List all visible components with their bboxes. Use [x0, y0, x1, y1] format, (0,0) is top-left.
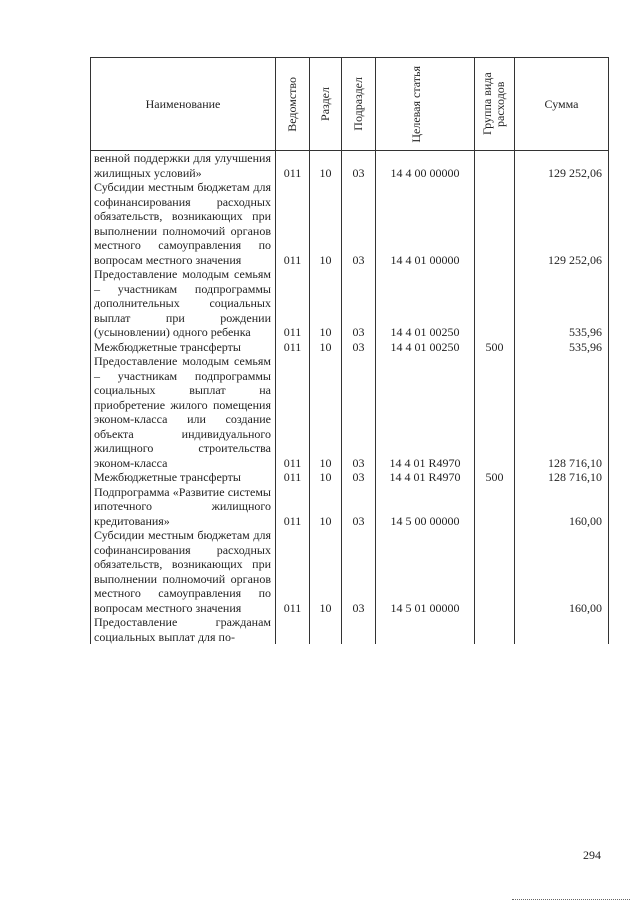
row-name: венной поддержки для улучшения жилищных условий» [91, 151, 276, 181]
row-vedomstvo: 011 [276, 267, 310, 340]
row-name: Предоставление молодым семьям – участникам подпрограммы дополнительных социальных выплат при рождении (усыновлении) одного ребенка [91, 267, 276, 340]
row-gruppa [475, 615, 515, 644]
row-vedomstvo [276, 615, 310, 644]
row-gruppa [475, 354, 515, 470]
header-celevaya-statya: Целевая статья [376, 58, 475, 151]
row-razdel: 10 [310, 267, 342, 340]
row-name: Межбюджетные трансферты [91, 470, 276, 485]
row-vedomstvo: 011 [276, 485, 310, 529]
row-vedomstvo: 011 [276, 180, 310, 267]
table-body [91, 151, 609, 645]
table-row [91, 470, 609, 485]
row-name: Предоставление гражданам социальных выплат для по- [91, 615, 276, 644]
row-vedomstvo: 011 [276, 151, 310, 181]
table-row [91, 340, 609, 355]
row-celevaya-statya: 14 4 00 00000 [376, 151, 475, 181]
row-summa: 535,96 [515, 267, 609, 340]
row-celevaya-statya [376, 615, 475, 644]
table-row [91, 354, 609, 470]
table-row [91, 151, 609, 181]
header-name: Наименование [91, 58, 276, 151]
row-razdel: 10 [310, 151, 342, 181]
row-vedomstvo: 011 [276, 470, 310, 485]
row-name: Межбюджетные трансферты [91, 340, 276, 355]
row-celevaya-statya: 14 5 00 00000 [376, 485, 475, 529]
row-podrazdel: 03 [342, 267, 376, 340]
row-celevaya-statya: 14 4 01 R4970 [376, 470, 475, 485]
row-razdel: 10 [310, 528, 342, 615]
row-podrazdel: 03 [342, 180, 376, 267]
row-razdel: 10 [310, 354, 342, 470]
row-podrazdel: 03 [342, 470, 376, 485]
header-summa: Сумма [515, 58, 609, 151]
row-razdel: 10 [310, 485, 342, 529]
row-podrazdel: 03 [342, 485, 376, 529]
row-celevaya-statya: 14 4 01 00250 [376, 340, 475, 355]
table-row [91, 180, 609, 267]
header-podrazdel: Подраздел [342, 58, 376, 151]
row-name: Подпрограмма «Развитие системы ипотечного жилищного кредитования» [91, 485, 276, 529]
header-vedomstvo: Ведомство [276, 58, 310, 151]
header-gruppa-vida-rashodov: Группа вида расходов [475, 58, 515, 151]
table-row [91, 485, 609, 529]
row-razdel: 10 [310, 470, 342, 485]
row-gruppa [475, 528, 515, 615]
row-razdel: 10 [310, 180, 342, 267]
row-podrazdel [342, 615, 376, 644]
row-summa: 129 252,06 [515, 151, 609, 181]
footer-divider [512, 899, 630, 900]
row-celevaya-statya: 14 4 01 R4970 [376, 354, 475, 470]
row-razdel: 10 [310, 340, 342, 355]
row-summa: 160,00 [515, 485, 609, 529]
row-summa [515, 615, 609, 644]
row-gruppa: 500 [475, 470, 515, 485]
page-number: 294 [583, 848, 601, 862]
table-row [91, 267, 609, 340]
row-gruppa [475, 485, 515, 529]
row-name: Предоставление молодым семьям – участникам подпрограммы социальных выплат на приобретение жилого помещения эконом-класса или создание объекта индивидуального жилищного строительства эконом-класса [91, 354, 276, 470]
table-row [91, 615, 609, 644]
row-summa: 129 252,06 [515, 180, 609, 267]
row-summa: 535,96 [515, 340, 609, 355]
row-summa: 128 716,10 [515, 470, 609, 485]
budget-table [90, 57, 609, 644]
row-summa: 160,00 [515, 528, 609, 615]
table-row [91, 528, 609, 615]
table-header-row [91, 58, 609, 151]
row-gruppa: 500 [475, 340, 515, 355]
row-name: Субсидии местным бюджетам для софинансирования расходных обязательств, возникающих при выполнении полномочий органов местного самоуправления по вопросам местного значения [91, 528, 276, 615]
row-celevaya-statya: 14 5 01 00000 [376, 528, 475, 615]
header-razdel: Раздел [310, 58, 342, 151]
row-gruppa [475, 267, 515, 340]
row-celevaya-statya: 14 4 01 00250 [376, 267, 475, 340]
row-vedomstvo: 011 [276, 354, 310, 470]
row-vedomstvo: 011 [276, 340, 310, 355]
row-summa: 128 716,10 [515, 354, 609, 470]
row-podrazdel: 03 [342, 151, 376, 181]
row-celevaya-statya: 14 4 01 00000 [376, 180, 475, 267]
row-podrazdel: 03 [342, 354, 376, 470]
row-podrazdel: 03 [342, 528, 376, 615]
row-name: Субсидии местным бюджетам для софинансирования расходных обязательств, возникающих при выполнении полномочий органов местного самоуправления по вопросам местного значения [91, 180, 276, 267]
row-podrazdel: 03 [342, 340, 376, 355]
row-gruppa [475, 151, 515, 181]
row-razdel [310, 615, 342, 644]
row-vedomstvo: 011 [276, 528, 310, 615]
row-gruppa [475, 180, 515, 267]
